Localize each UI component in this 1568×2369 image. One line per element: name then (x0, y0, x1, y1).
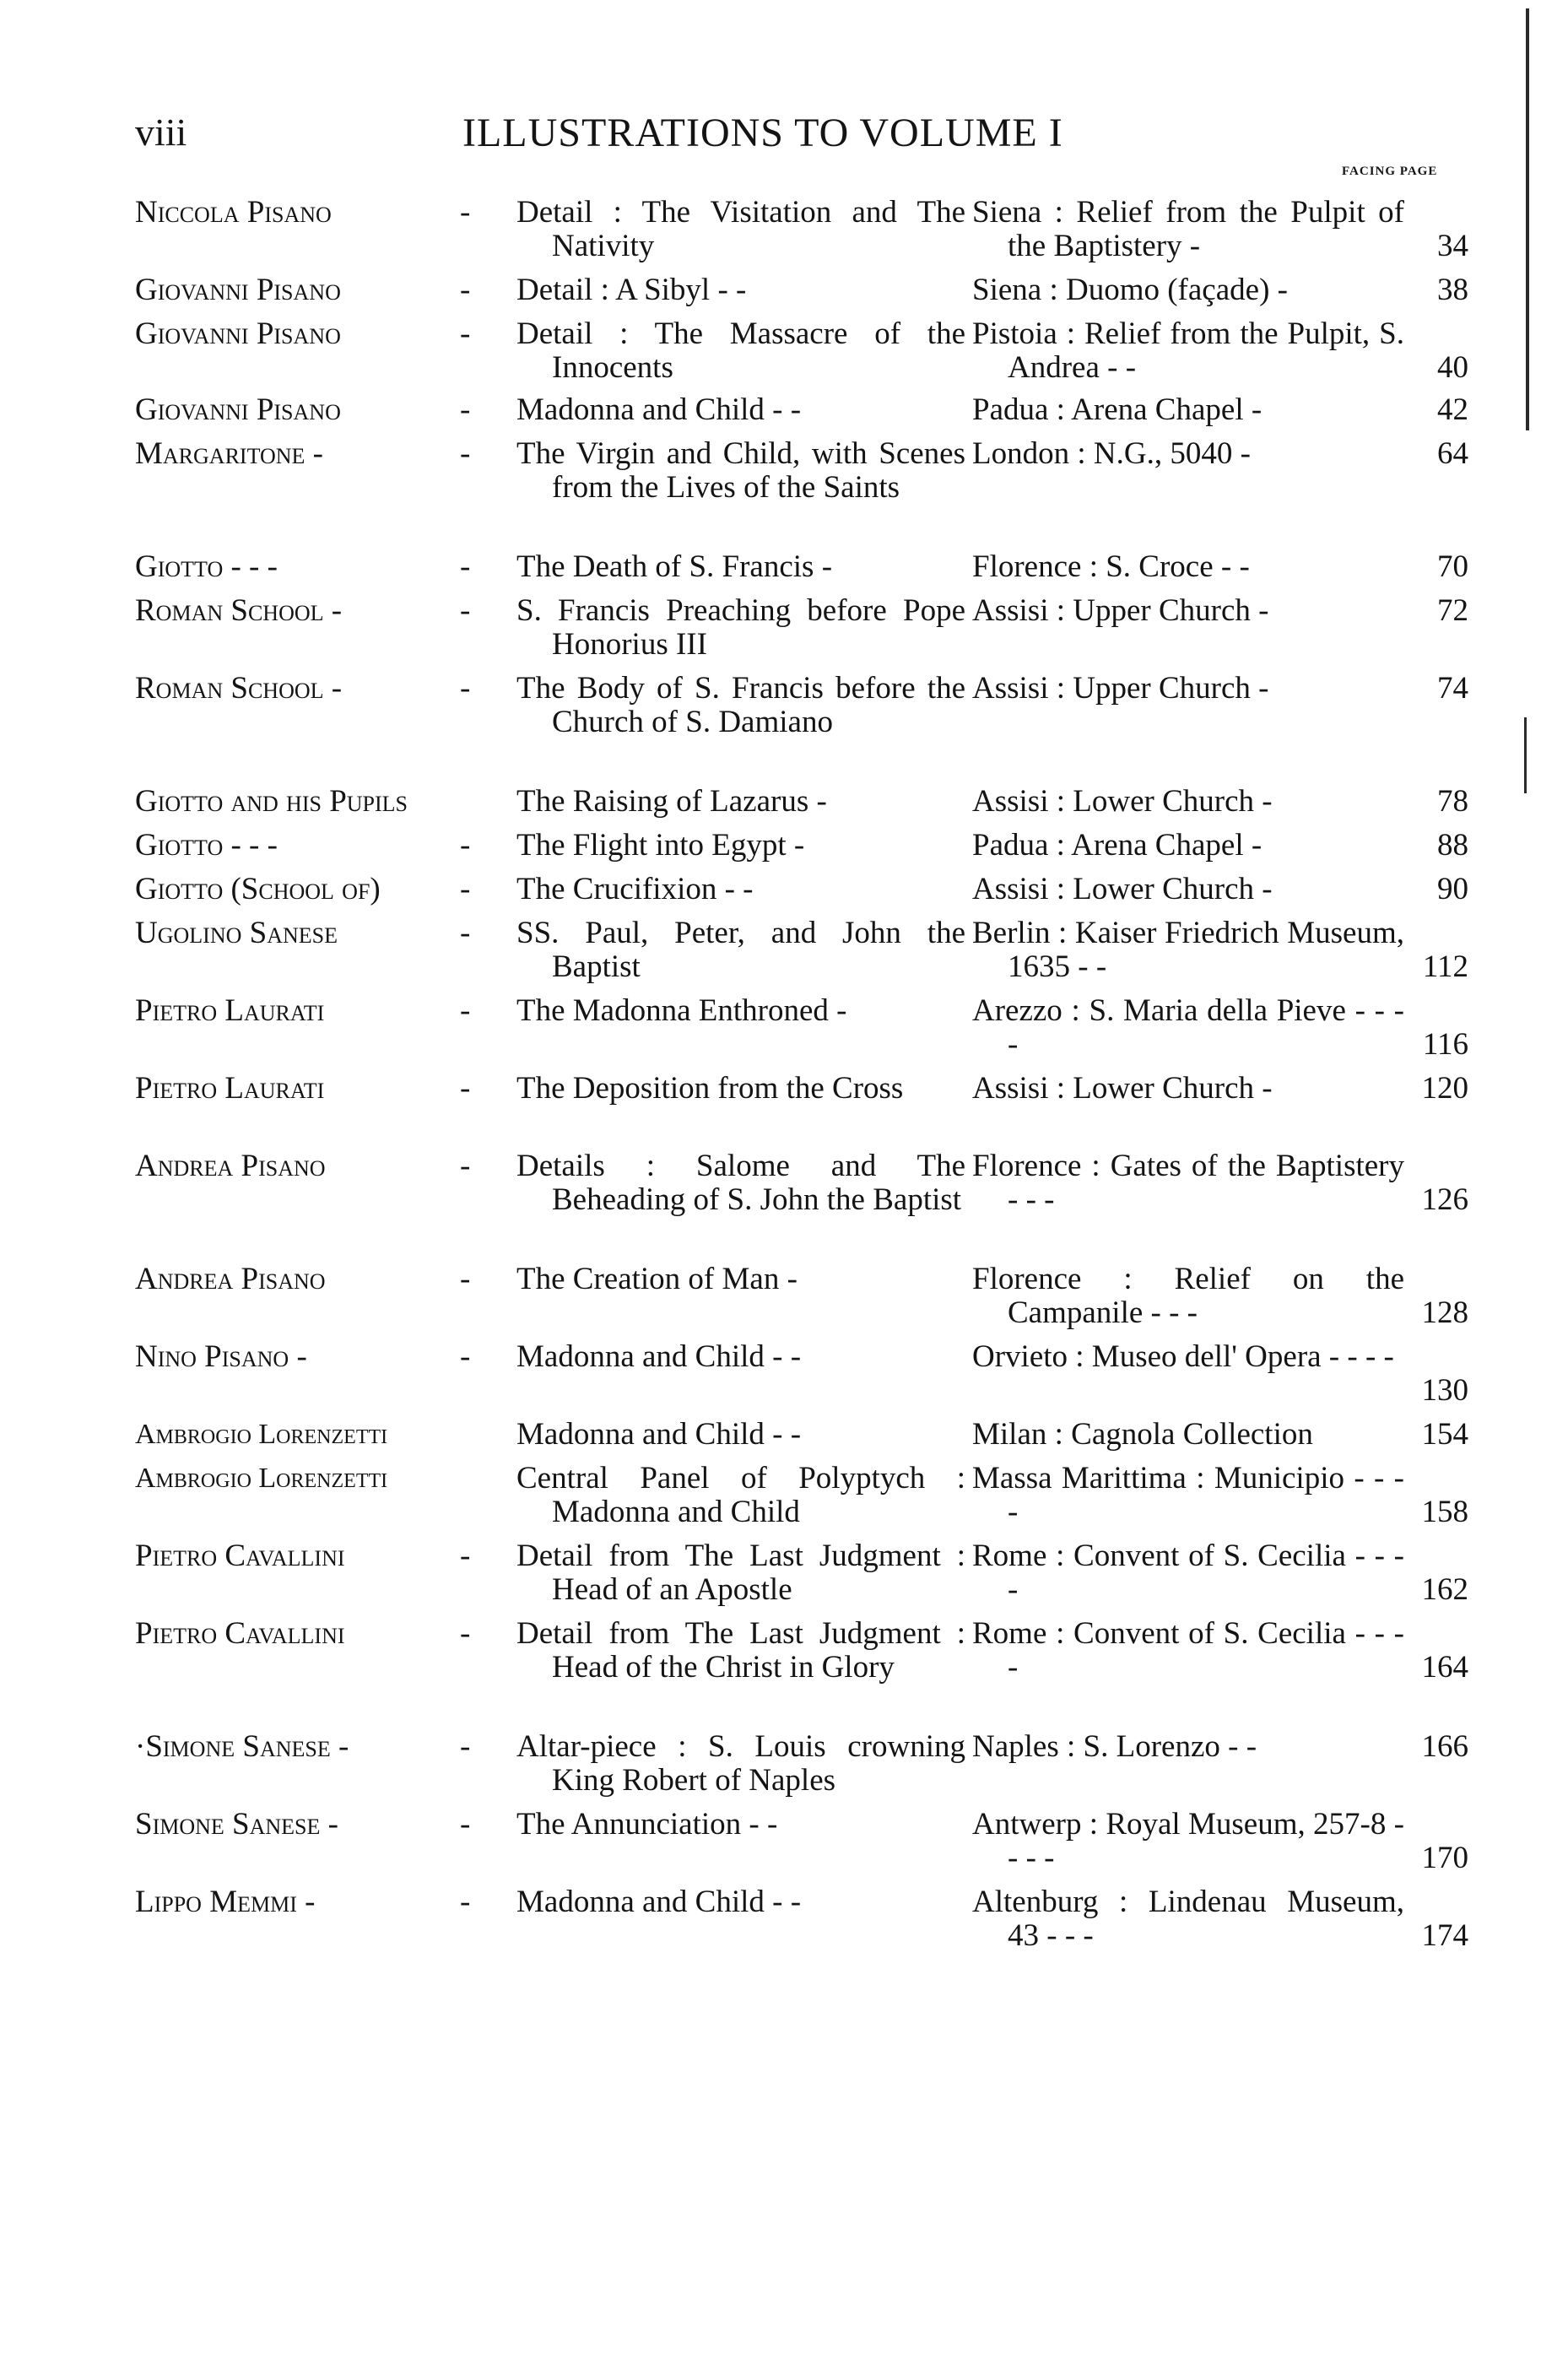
artist-name: Giotto - - - (135, 549, 278, 584)
page-ref: 70 (1437, 549, 1468, 584)
page-ref: 88 (1437, 828, 1468, 863)
artist-name: Giotto (School of) (135, 872, 381, 906)
location: Assisi : Upper Church - (972, 593, 1269, 628)
artist-dash: - (460, 1616, 471, 1651)
page-ref: 74 (1437, 671, 1468, 706)
artist-dash: - (460, 1885, 471, 1919)
page-ref: 72 (1437, 593, 1468, 628)
location: Pistoia : Relief from the Pulpit, S. Andrea - - (972, 316, 1404, 385)
artist-dash: - (460, 1149, 471, 1183)
page-ref: 128 (1421, 1295, 1468, 1330)
location: Milan : Cagnola Collection (972, 1417, 1313, 1452)
page-ref: 78 (1437, 784, 1468, 819)
location: Massa Marittima : Municipio - - - - (972, 1461, 1404, 1529)
page-ref: 40 (1437, 350, 1468, 385)
location: Arezzo : S. Maria della Pieve - - - - (972, 993, 1404, 1062)
page-title: ILLUSTRATIONS TO VOLUME I (462, 111, 1063, 155)
page-ref: 112 (1422, 949, 1468, 984)
location: Rome : Convent of S. Cecilia - - - - (972, 1539, 1404, 1607)
artist-dash: - (460, 993, 471, 1028)
artist-dash: - (460, 1539, 471, 1573)
page-ref: 174 (1421, 1918, 1468, 1953)
artist-dash: - (460, 195, 471, 230)
page-ref: 90 (1437, 872, 1468, 906)
subject: The Creation of Man - (516, 1262, 798, 1296)
location: Florence : Gates of the Baptistery - - - (972, 1149, 1404, 1217)
page-ref: 164 (1421, 1650, 1468, 1685)
page-number: viii (135, 111, 187, 154)
subject: The Annunciation - - (516, 1807, 778, 1842)
subject: Madonna and Child - - (516, 392, 802, 427)
subject: Details : Salome and The Beheading of S. John the Baptist (516, 1149, 965, 1217)
subject: The Raising of Lazarus - (516, 784, 827, 819)
artist-name: Ambrogio Lorenzetti (135, 1463, 388, 1494)
page-ref: 154 (1421, 1417, 1468, 1452)
subject: Detail : The Massacre of the Innocents (516, 316, 965, 385)
page-ref: 34 (1437, 229, 1468, 263)
subject: Detail from The Last Judgment : Head of an Apostle (516, 1539, 965, 1607)
artist-dash: - (460, 273, 471, 307)
subject: The Virgin and Child, with Scenes from the Lives of the Saints (516, 436, 965, 505)
artist-dash: - (460, 1262, 471, 1296)
artist-name: Pietro Laurati (135, 993, 325, 1028)
location: Padua : Arena Chapel - (972, 828, 1263, 863)
subject: The Flight into Egypt - (516, 828, 805, 863)
page-ref: 116 (1422, 1027, 1468, 1062)
artist-name: Giovanni Pisano (135, 392, 341, 427)
location: Orvieto : Museo dell' Opera - - - - (972, 1339, 1394, 1374)
subject: Central Panel of Polyptych : Madonna and Child (516, 1461, 965, 1529)
subject: The Deposition from the Cross (516, 1071, 904, 1106)
artist-dash: - (460, 593, 471, 628)
artist-name: Pietro Cavallini (135, 1616, 345, 1651)
location: Padua : Arena Chapel - (972, 392, 1263, 427)
subject: Detail from The Last Judgment : Head of the Christ in Glory (516, 1616, 965, 1685)
location: Rome : Convent of S. Cecilia - - - - (972, 1616, 1404, 1685)
location: Assisi : Lower Church - (972, 784, 1273, 819)
location: Siena : Duomo (façade) - (972, 273, 1288, 307)
location: Berlin : Kaiser Friedrich Museum, 1635 - - (972, 916, 1404, 984)
page-ref: 38 (1437, 273, 1468, 307)
artist-name: Nino Pisano - (135, 1339, 307, 1374)
artist-dash: - (460, 872, 471, 906)
artist-name: Andrea Pisano (135, 1149, 326, 1183)
artist-name: Roman School - (135, 671, 343, 706)
artist-dash: - (460, 549, 471, 584)
subject: Madonna and Child - - (516, 1417, 802, 1452)
subject: Madonna and Child - - (516, 1339, 802, 1374)
artist-dash: - (460, 392, 471, 427)
page-ref: 42 (1437, 392, 1468, 427)
artist-name: Pietro Cavallini (135, 1539, 345, 1573)
artist-dash: - (460, 828, 471, 863)
subject: SS. Paul, Peter, and John the Baptist (516, 916, 965, 984)
artist-name: Margaritone - (135, 436, 323, 471)
artist-dash: - (460, 671, 471, 706)
location: Altenburg : Lindenau Museum, 43 - - - (972, 1885, 1404, 1953)
location: Antwerp : Royal Museum, 257-8 - - - - (972, 1807, 1404, 1875)
artist-name: Simone Sanese - (135, 1807, 338, 1842)
artist-dash: - (460, 1729, 471, 1764)
artist-name: Ugolino Sanese (135, 916, 338, 950)
location: Naples : S. Lorenzo - - (972, 1729, 1257, 1764)
artist-dash: - (460, 1807, 471, 1842)
page-ref: 166 (1421, 1729, 1468, 1764)
artist-name: Giotto and his Pupils (135, 784, 408, 819)
location: Florence : S. Croce - - (972, 549, 1250, 584)
subject: The Death of S. Francis - (516, 549, 833, 584)
subject: Madonna and Child - - (516, 1885, 802, 1919)
subject: The Crucifixion - - (516, 872, 754, 906)
artist-dash: - (460, 1339, 471, 1374)
subject: Detail : A Sibyl - - (516, 273, 747, 307)
location: Siena : Relief from the Pulpit of the Baptistery - (972, 195, 1404, 263)
subject: The Madonna Enthroned - (516, 993, 847, 1028)
artist-name: Roman School - (135, 593, 343, 628)
location: Assisi : Lower Church - (972, 872, 1273, 906)
artist-name: Ambrogio Lorenzetti (135, 1419, 388, 1450)
artist-name: ·Simone Sanese - (135, 1729, 349, 1764)
location: Assisi : Upper Church - (972, 671, 1269, 706)
artist-name: Andrea Pisano (135, 1262, 326, 1296)
page-ref: 126 (1421, 1182, 1468, 1217)
artist-name: Pietro Laurati (135, 1071, 325, 1106)
page-ref: 64 (1437, 436, 1468, 471)
page-ref: 120 (1421, 1071, 1468, 1106)
artist-name: Giotto - - - (135, 828, 278, 863)
artist-dash: - (460, 916, 471, 950)
artist-name: Giovanni Pisano (135, 273, 341, 307)
page-ref: 170 (1421, 1841, 1468, 1875)
page-ref: 130 (1421, 1373, 1468, 1408)
location: Assisi : Lower Church - (972, 1071, 1273, 1106)
location: London : N.G., 5040 - (972, 436, 1251, 471)
artist-name: Giovanni Pisano (135, 316, 341, 351)
subject: S. Francis Preaching before Pope Honorius III (516, 593, 965, 662)
subject: The Body of S. Francis before the Church of S. Damiano (516, 671, 965, 739)
artist-name: Lippo Memmi - (135, 1885, 316, 1919)
artist-dash: - (460, 436, 471, 471)
page-ref: 162 (1421, 1572, 1468, 1607)
artist-dash: - (460, 1071, 471, 1106)
subject: Detail : The Visitation and The Nativity (516, 195, 965, 263)
artist-name: Niccola Pisano (135, 195, 332, 230)
location: Florence : Relief on the Campanile - - - (972, 1262, 1404, 1330)
page-ref: 158 (1421, 1495, 1468, 1529)
facing-page-label: FACING PAGE (1342, 165, 1438, 178)
subject: Altar-piece : S. Louis crowning King Robert of Naples (516, 1729, 965, 1798)
artist-dash: - (460, 316, 471, 351)
